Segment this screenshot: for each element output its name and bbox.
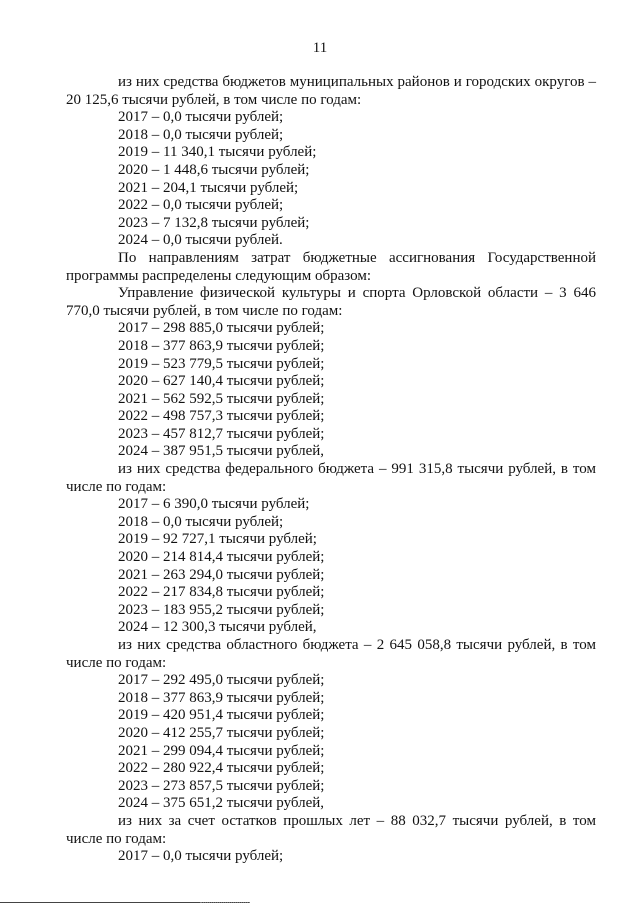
year-amount-line: 2020 – 412 255,7 тысячи рублей;: [118, 724, 325, 741]
year-amount-line: 2023 – 7 132,8 тысячи рублей;: [118, 214, 310, 231]
year-amount-line: 2019 – 92 727,1 тысячи рублей;: [118, 531, 317, 548]
year-amount-line: 2023 – 183 955,2 тысячи рублей;: [118, 601, 325, 618]
year-amount-line: 2017 – 0,0 тысячи рублей;: [118, 109, 284, 126]
year-amount-line: 2018 – 0,0 тысячи рублей;: [118, 126, 284, 143]
paragraph: из них средства федерального бюджета – 991 315,8 тысячи рублей, в том числе по годам:: [66, 461, 596, 495]
year-amount-line: 2021 – 299 094,4 тысячи рублей;: [118, 742, 325, 759]
year-amount-line: 2017 – 298 885,0 тысячи рублей;: [118, 320, 325, 337]
year-amount-line: 2019 – 11 340,1 тысячи рублей;: [118, 144, 317, 161]
page-number: 11: [312, 40, 328, 56]
year-amount-line: 2018 – 377 863,9 тысячи рублей;: [118, 337, 325, 354]
year-amount-line: 2023 – 273 857,5 тысячи рублей;: [118, 777, 325, 794]
year-amount-line: 2021 – 263 294,0 тысячи рублей;: [118, 566, 325, 583]
year-amount-line: 2024 – 375 651,2 тысячи рублей,: [118, 795, 325, 812]
paragraph: По направлениям затрат бюджетные ассигнования Государственной программы распределены следующим образом:: [66, 249, 596, 284]
paragraph: из них за счет остатков прошлых лет – 88 032,7 тысячи рублей, в том числе по годам:: [66, 812, 596, 847]
year-amount-line: 2022 – 217 834,8 тысячи рублей;: [118, 584, 325, 601]
paragraph: из них средства областного бюджета – 2 645 058,8 тысячи рублей, в том числе по годам:: [66, 637, 596, 671]
year-amount-line: 2017 – 0,0 тысячи рублей;: [118, 848, 284, 865]
year-amount-line: 2017 – 292 495,0 тысячи рублей;: [118, 672, 325, 689]
year-amount-line: 2020 – 214 814,4 тысячи рублей;: [118, 549, 325, 566]
year-amount-line: 2019 – 420 951,4 тысячи рублей;: [118, 707, 325, 724]
paragraph: из них средства бюджетов муниципальных районов и городских округов – 20 125,6 тысячи рублей, в том числе по годам:: [66, 74, 596, 108]
year-amount-line: 2024 – 0,0 тысячи рублей.: [118, 232, 283, 249]
footer-dotted-rule: [200, 902, 250, 903]
year-amount-line: 2023 – 457 812,7 тысячи рублей;: [118, 425, 325, 442]
year-amount-line: 2019 – 523 779,5 тысячи рублей;: [118, 355, 325, 372]
year-amount-line: 2022 – 0,0 тысячи рублей;: [118, 197, 284, 214]
year-amount-line: 2024 – 387 951,5 тысячи рублей,: [118, 443, 325, 460]
year-amount-line: 2022 – 280 922,4 тысячи рублей;: [118, 760, 325, 777]
year-amount-line: 2024 – 12 300,3 тысячи рублей,: [118, 619, 317, 636]
year-amount-line: 2021 – 204,1 тысячи рублей;: [118, 179, 299, 196]
year-amount-line: 2022 – 498 757,3 тысячи рублей;: [118, 408, 325, 425]
year-amount-line: 2020 – 1 448,6 тысячи рублей;: [118, 161, 310, 178]
paragraph: Управление физической культуры и спорта Орловской области – 3 646 770,0 тысячи рублей, в том числе по годам:: [66, 285, 596, 319]
year-amount-line: 2020 – 627 140,4 тысячи рублей;: [118, 373, 325, 390]
year-amount-line: 2017 – 6 390,0 тысячи рублей;: [118, 496, 310, 513]
year-amount-line: 2018 – 0,0 тысячи рублей;: [118, 513, 284, 530]
year-amount-line: 2018 – 377 863,9 тысячи рублей;: [118, 689, 325, 706]
document-body: [66, 74, 596, 866]
year-amount-line: 2021 – 562 592,5 тысячи рублей;: [118, 390, 325, 407]
